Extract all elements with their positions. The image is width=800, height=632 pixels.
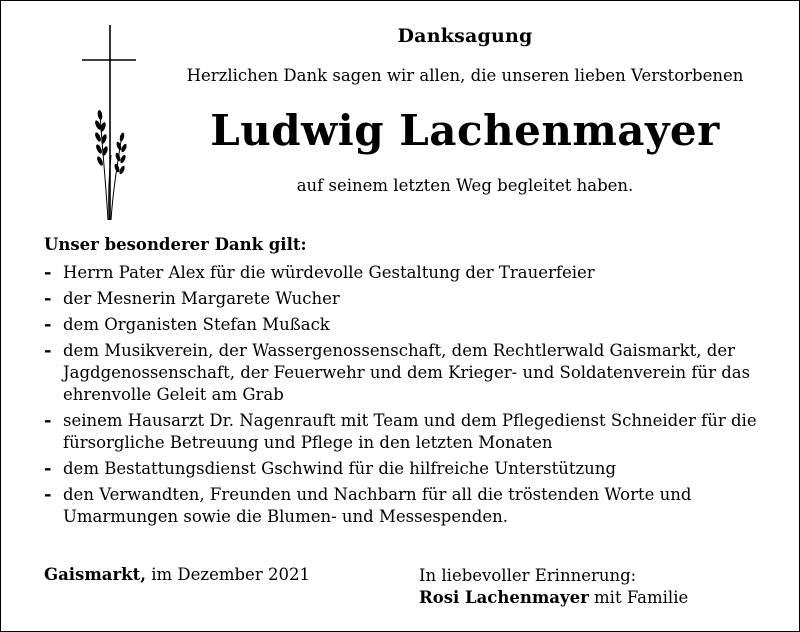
list-item [44,314,784,336]
list-item-text: seinem Hausarzt Dr. Nagenrauft mit Team und dem Pflegedienst Schneider für die fürsorgliche Betreuung und Pflege in den letzten Monaten [63,411,757,452]
date-text: im Dezember 2021 [145,565,310,584]
list-item [44,340,784,406]
place-date [44,565,310,584]
signer-suffix: mit Familie [588,588,689,607]
memory-line: In liebevoller Erinnerung: [419,566,637,585]
list-item [44,458,784,480]
list-item [44,484,784,528]
list-item-text: der Mesnerin Margarete Wucher [63,289,340,308]
list-item-text: dem Organisten Stefan Mußack [63,315,330,334]
list-item-text: dem Bestattungsdienst Gschwind für die hilfreiche Unterstützung [63,459,616,478]
signer-line [419,587,688,609]
intro-text: Herzlichen Dank sagen wir allen, die unseren lieben Verstorbenen [186,66,744,85]
bullet-dash: - [44,340,52,361]
list-item-text: den Verwandten, Freunden und Nachbarn für all die tröstenden Worte und Umarmungen sowie die Blumen- und Messespenden. [63,485,692,526]
bullet-dash: - [44,458,52,479]
cross-with-wheat-icon [78,25,148,225]
bullet-dash: - [44,288,52,309]
thanks-title: Unser besonderer Dank gilt: [44,235,307,254]
cross-svg [78,25,148,225]
bullet-dash: - [44,410,52,431]
bullet-dash: - [44,314,52,335]
list-item [44,288,784,310]
signoff [419,565,688,609]
list-item [44,262,784,284]
thanks-list [44,262,784,532]
deceased-name: Ludwig Lachenmayer [210,106,720,155]
bullet-dash: - [44,484,52,505]
list-item-text: dem Musikverein, der Wassergenossenschaft, dem Rechtlerwald Gaismarkt, der Jagdgenossenschaft, der Feuerwehr und dem Krieger- und Soldatenverein für das ehrenvolle Geleit am Grab [63,341,751,404]
heading: Danksagung [397,25,533,47]
place-name: Gaismarkt, [44,565,146,584]
outro-text: auf seinem letzten Weg begleitet haben. [296,176,634,195]
list-item-text: Herrn Pater Alex für die würdevolle Gestaltung der Trauerfeier [63,263,595,282]
bullet-dash: - [44,262,52,283]
wheat-ears [94,110,128,175]
list-item [44,410,784,454]
signer-name: Rosi Lachenmayer [419,588,589,607]
